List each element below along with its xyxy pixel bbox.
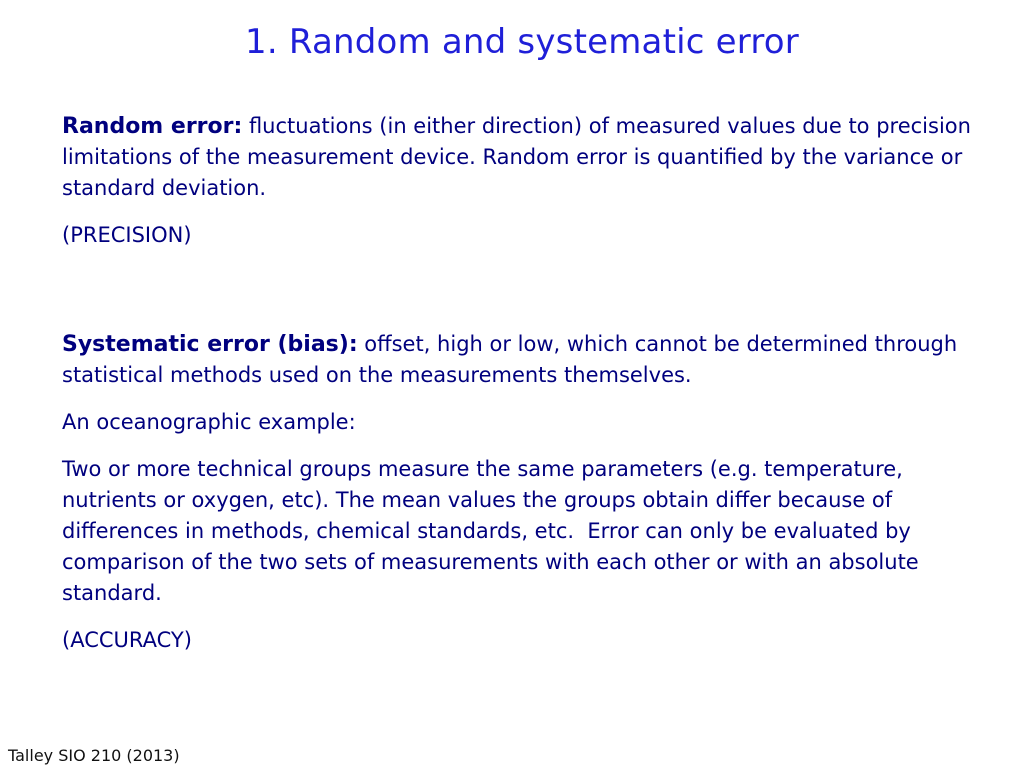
accuracy-tag: (ACCURACY) bbox=[62, 628, 192, 652]
random-error-term: Random error: bbox=[62, 114, 243, 139]
slide-title: 1. Random and systematic error bbox=[245, 22, 799, 62]
random-error-paragraph bbox=[62, 111, 992, 204]
random-error-definition: fluctuations (in either direction) of measured values due to precision limitations of the measurement device. Random error is quantified by the variance or standard deviation. bbox=[62, 114, 971, 200]
systematic-error-paragraph bbox=[62, 329, 992, 391]
precision-tag: (PRECISION) bbox=[62, 223, 192, 247]
slide-body bbox=[62, 111, 992, 672]
section-spacer bbox=[62, 267, 992, 329]
footer-credit: Talley SIO 210 (2013) bbox=[8, 746, 180, 765]
systematic-error-definition: offset, high or low, which cannot be determined through statistical methods used on the measurements themselves. bbox=[62, 332, 958, 387]
systematic-error-term: Systematic error (bias): bbox=[62, 332, 358, 357]
example-intro: An oceanographic example: bbox=[62, 410, 356, 434]
example-text: Two or more technical groups measure the same parameters (e.g. temperature, nutrients or oxygen, etc). The mean values the groups obtain differ because of differences in methods, chemical standards, etc. Error can only be evaluated by comparison of the two sets of measurements with each other or with an absolute standard. bbox=[62, 457, 926, 605]
